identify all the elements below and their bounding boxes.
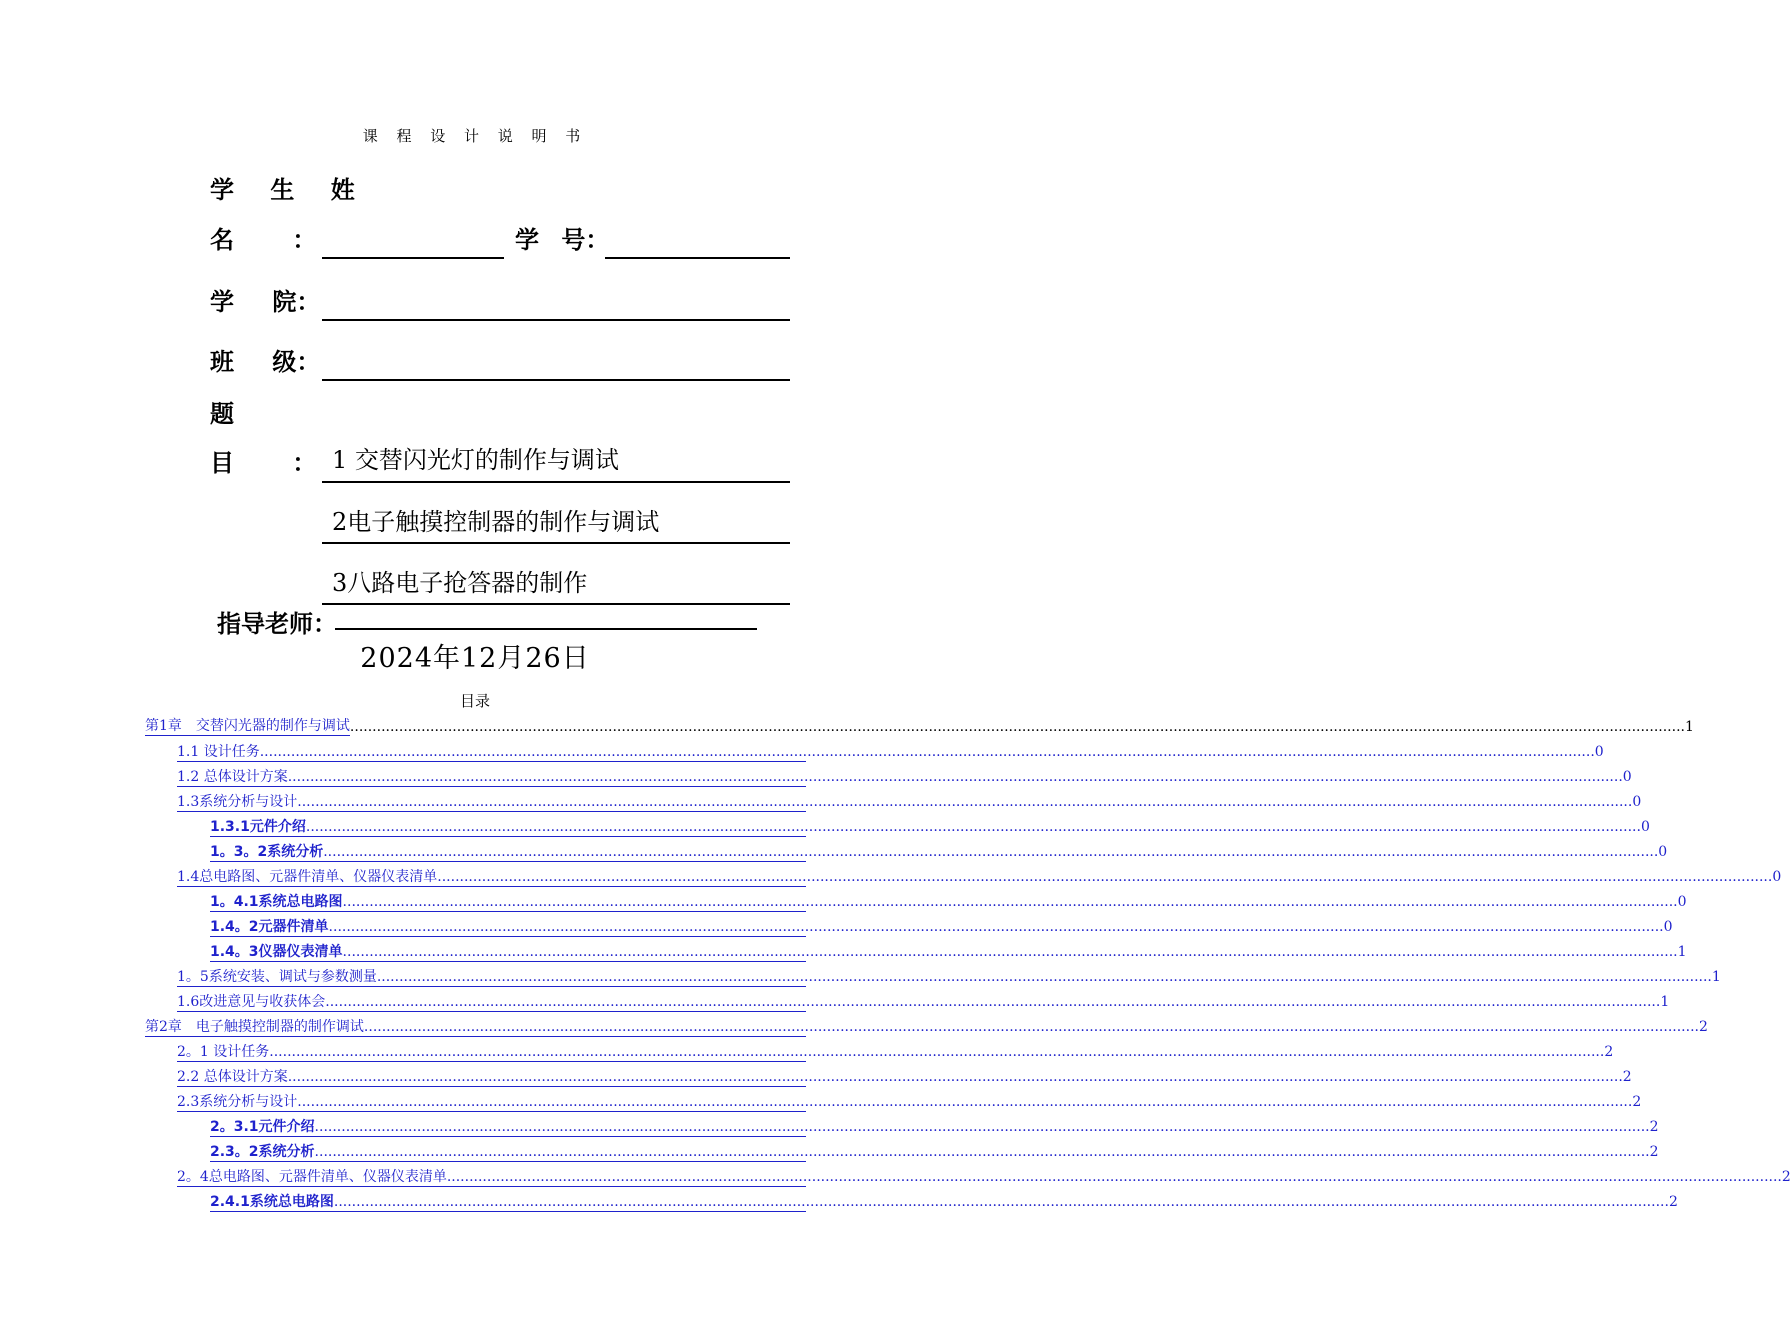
toc-leader-dots: ............................................................................................................................................................................................................................................................................................................ (349, 719, 1685, 735)
college-label: 学 院： (210, 288, 321, 316)
toc-leader-dots: ............................................................................................................................................................................................................................................................................................................ (328, 919, 1664, 935)
toc-entry-page: 2 (1781, 1169, 1791, 1185)
toc-entry-title: 第2章 电子触摸控制器的制作调试 (145, 1019, 364, 1035)
toc-leader-dots: ............................................................................................................................................................................................................................................................................................................ (297, 794, 1633, 810)
toc-entry[interactable] (145, 714, 1694, 736)
toc-entry-page: 1 (1677, 944, 1687, 960)
toc-entry-page: 2 (1649, 1144, 1659, 1160)
toc-entry-title: 1.4。2元器件清单 (210, 919, 329, 935)
toc-entry[interactable] (210, 914, 1673, 937)
toc-leader-dots: ............................................................................................................................................................................................................................................................................................................ (342, 894, 1678, 910)
toc-entry[interactable] (210, 1114, 1659, 1137)
toc-entry-title: 1.4。3仪器仪表清单 (210, 944, 343, 960)
toc-entry[interactable] (177, 764, 1632, 787)
toc-leader-dots: ............................................................................................................................................................................................................................................................................................................ (314, 1119, 1650, 1135)
advisor-label: 指导老师： (217, 610, 337, 638)
toc-entry-page: 0 (1594, 744, 1604, 760)
topic-3: 3八路电子抢答器的制作 (332, 569, 588, 597)
toc-entry-page: 0 (1677, 894, 1687, 910)
topic-1-field[interactable] (322, 481, 790, 483)
toc-entry[interactable] (210, 814, 1650, 837)
toc-entry-title: 2.2 总体设计方案 (177, 1069, 288, 1085)
topic-2: 2电子触摸控制器的制作与调试 (332, 508, 660, 536)
class-field[interactable] (322, 379, 790, 381)
college-field[interactable] (322, 319, 790, 321)
toc-entry-title: 第1章 交替闪光器的制作与调试 (145, 718, 350, 734)
toc-leader-dots: ............................................................................................................................................................................................................................................................................................................ (259, 744, 1595, 760)
document-title: 课 程 设 计 说 明 书 (362, 127, 588, 145)
toc-entry[interactable] (177, 989, 1670, 1012)
toc-leader-dots: ............................................................................................................................................................................................................................................................................................................ (342, 944, 1678, 960)
toc-entry[interactable] (210, 1139, 1659, 1162)
toc-leader-dots: ............................................................................................................................................................................................................................................................................................................ (437, 869, 1773, 885)
topic-label-line1: 题 (210, 400, 234, 428)
class-label: 班 级： (210, 348, 321, 376)
toc-entry-page: 0 (1640, 819, 1650, 835)
student-id-label: 学 号： (515, 226, 610, 254)
toc-entry[interactable] (177, 864, 1782, 887)
toc-entry-title: 1.3.1元件介绍 (210, 819, 306, 835)
toc-entry-page: 1 (1711, 969, 1721, 985)
toc-entry[interactable] (177, 1089, 1642, 1112)
toc-heading: 目录 (459, 692, 490, 710)
toc-entry[interactable] (210, 1189, 1678, 1212)
toc-entry-page: 1 (1684, 719, 1694, 735)
toc-entry[interactable] (177, 739, 1604, 762)
toc-entry-page: 0 (1632, 794, 1642, 810)
toc-leader-dots: ............................................................................................................................................................................................................................................................................................................ (363, 1019, 1699, 1035)
toc-entry-page: 0 (1772, 869, 1782, 885)
toc-entry-title: 1.4总电路图、元器件清单、仪器仪表清单 (177, 869, 438, 885)
toc-entry-title: 1.1 设计任务 (177, 744, 260, 760)
toc-entry-page: 2 (1668, 1194, 1678, 1210)
student-id-field[interactable] (605, 257, 790, 259)
student-name-field[interactable] (322, 257, 504, 259)
toc-entry[interactable] (177, 1039, 1614, 1062)
advisor-field[interactable] (335, 628, 757, 630)
toc-leader-dots: ............................................................................................................................................................................................................................................................................................................ (325, 994, 1661, 1010)
toc-leader-dots: ............................................................................................................................................................................................................................................................................................................ (323, 844, 1659, 860)
topic-3-field[interactable] (322, 603, 790, 605)
toc-entry[interactable] (210, 839, 1668, 862)
toc-entry-title: 1.6改进意见与收获体会 (177, 994, 326, 1010)
toc-entry-title: 1.3系统分析与设计 (177, 794, 298, 810)
toc-leader-dots: ............................................................................................................................................................................................................................................................................................................ (333, 1194, 1669, 1210)
toc-leader-dots: ............................................................................................................................................................................................................................................................................................................ (297, 1094, 1633, 1110)
toc-entry-title: 1。3。2系统分析 (210, 844, 324, 860)
toc-leader-dots: ............................................................................................................................................................................................................................................................................................................ (287, 769, 1623, 785)
toc-entry[interactable] (210, 889, 1687, 912)
toc-leader-dots: ............................................................................................................................................................................................................................................................................................................ (287, 1069, 1623, 1085)
toc-leader-dots: ............................................................................................................................................................................................................................................................................................................ (376, 969, 1712, 985)
toc-entry-title: 2.3系统分析与设计 (177, 1094, 298, 1110)
document-date: 2024年12月26日 (360, 643, 590, 674)
toc-entry[interactable] (177, 789, 1642, 812)
toc-entry-title: 1.2 总体设计方案 (177, 769, 288, 785)
toc-entry-title: 2。1 设计任务 (177, 1044, 270, 1060)
topic-1: 1 交替闪光灯的制作与调试 (332, 446, 619, 474)
toc-entry-page: 1 (1660, 994, 1670, 1010)
toc-entry-title: 1。4.1系统总电路图 (210, 894, 343, 910)
toc-entry-title: 2。4总电路图、元器件清单、仪器仪表清单 (177, 1169, 447, 1185)
toc-entry-title: 2。3.1元件介绍 (210, 1119, 315, 1135)
toc-entry[interactable] (177, 964, 1721, 987)
toc-entry[interactable] (177, 1064, 1632, 1087)
toc-leader-dots: ............................................................................................................................................................................................................................................................................................................ (305, 819, 1641, 835)
toc-entry-page: 2 (1632, 1094, 1642, 1110)
toc-entry-title: 1。5系统安装、调试与参数测量 (177, 969, 377, 985)
toc-leader-dots: ............................................................................................................................................................................................................................................................................................................ (314, 1144, 1650, 1160)
toc-entry-page: 2 (1604, 1044, 1614, 1060)
topic-label-line2: 目 ： (210, 449, 317, 477)
toc-leader-dots: ............................................................................................................................................................................................................................................................................................................ (446, 1169, 1782, 1185)
toc-entry[interactable] (177, 1164, 1791, 1187)
topic-2-field[interactable] (322, 542, 790, 544)
toc-entry-page: 2 (1698, 1019, 1708, 1035)
toc-entry-title: 2.3。2系统分析 (210, 1144, 315, 1160)
toc-entry-page: 2 (1622, 1069, 1632, 1085)
toc-entry-title: 2.4.1系统总电路图 (210, 1194, 334, 1210)
toc-entry-page: 0 (1658, 844, 1668, 860)
toc-entry-page: 0 (1622, 769, 1632, 785)
toc-leader-dots: ............................................................................................................................................................................................................................................................................................................ (269, 1044, 1605, 1060)
student-name-label-line1: 学 生 姓 (210, 176, 369, 204)
toc-entry-page: 2 (1649, 1119, 1659, 1135)
student-name-label-line2: 名 ： (210, 226, 317, 254)
toc-entry-page: 0 (1663, 919, 1673, 935)
toc-entry[interactable] (210, 939, 1687, 962)
toc-entry[interactable] (145, 1014, 1708, 1037)
